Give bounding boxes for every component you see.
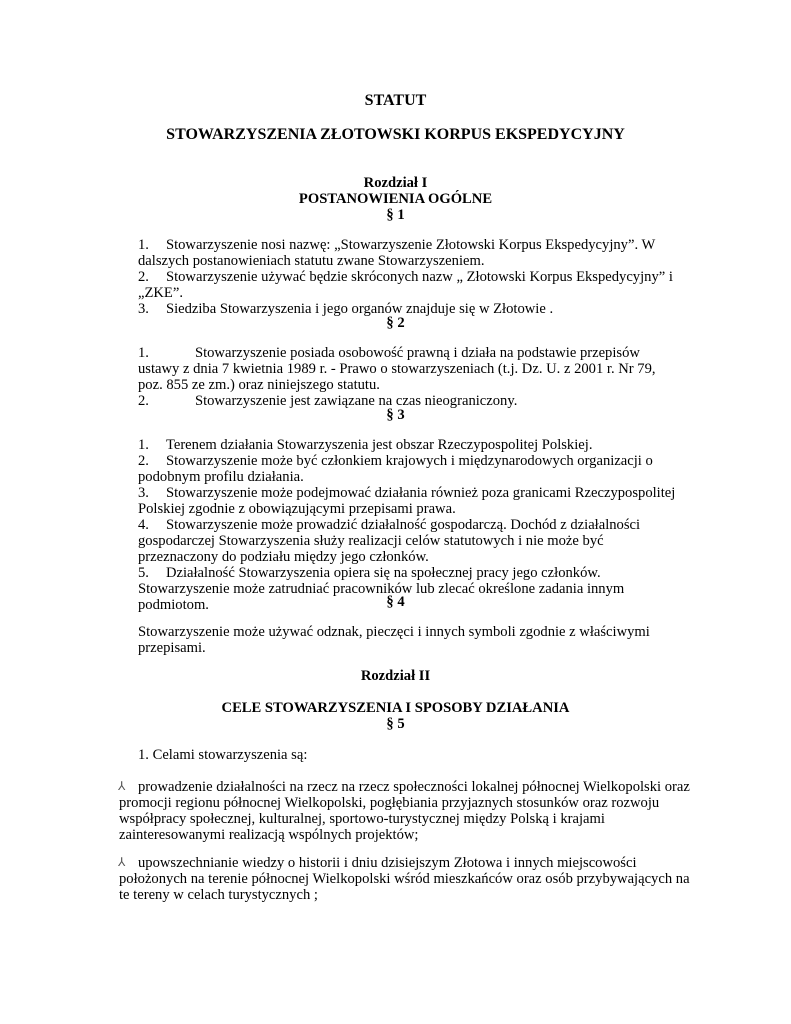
- document-title: STATUT: [364, 92, 427, 109]
- section-3-text: [138, 437, 678, 613]
- section-1-text: [138, 237, 678, 317]
- chapter-1-name: POSTANOWIENIA OGÓLNE: [298, 191, 493, 207]
- item-number: 1.: [138, 237, 149, 253]
- chapter-1-label: Rozdział I: [363, 175, 428, 191]
- section-3-mark: § 3: [386, 407, 405, 423]
- item-number: 2.: [138, 453, 149, 469]
- bullet-arrow-icon: ⅄: [118, 779, 126, 793]
- section-3-item: [138, 485, 678, 517]
- item-number: 5.: [138, 565, 149, 581]
- section-3-item: [138, 453, 678, 485]
- item-text: Stowarzyszenie może prowadzić działalność gospodarczą. Dochód z działalności gospodarczej Stowarzyszenia służy realizacji celów statutowych i nie może być przeznaczony do podziału między jego członków.: [138, 517, 641, 565]
- item-number: 2.: [138, 269, 149, 285]
- section-4-text: Stowarzyszenie może używać odznak, pieczęci i innych symboli zgodnie z właściwymi przepisami.: [138, 624, 650, 656]
- section-2-text: [138, 345, 678, 409]
- section-5-intro: 1. Celami stowarzyszenia są:: [138, 747, 308, 763]
- item-number: 3.: [138, 301, 149, 317]
- item-text: Stowarzyszenie może być członkiem krajowych i międzynarodowych organizacji o podobnym profilu działania.: [138, 453, 653, 485]
- item-text: Stowarzyszenie posiada osobowość prawną i działa na podstawie przepisów ustawy z dnia 7 kwietnia 1989 r. - Prawo o stowarzyszeniach (t.j. Dz. U. z 2001 r. Nr 79, poz. 855 ze zm.) oraz niniejszego statutu.: [138, 345, 656, 393]
- item-text: Terenem działania Stowarzyszenia jest obszar Rzeczypospolitej Polskiej.: [165, 437, 593, 453]
- item-text: Stowarzyszenie może podejmować działania również poza granicami Rzeczypospolitej Polskiej zgodnie z obowiązującymi przepisami prawa.: [138, 485, 676, 517]
- section-4-mark: § 4: [386, 594, 405, 610]
- section-3-item: [138, 517, 678, 565]
- section-1-mark: § 1: [386, 207, 405, 223]
- chapter-2-label: Rozdział II: [360, 668, 431, 684]
- item-text: Stowarzyszenie jest zawiązane na czas nieograniczony.: [194, 393, 518, 409]
- chapter-2-name: CELE STOWARZYSZENIA I SPOSOBY DZIAŁANIA: [221, 700, 570, 716]
- item-number: 4.: [138, 517, 149, 533]
- goal-item: upowszechnianie wiedzy o historii i dniu dzisiejszym Złotowa i innych miejscowości położonych na terenie północnej Wielkopolski wśród mieszkańców oraz osób przybywających na te tereny w celach turystycznych ;: [119, 855, 690, 903]
- item-text: Stowarzyszenie nosi nazwę: „Stowarzyszenie Złotowski Korpus Ekspedycyjny”. W dalszych postanowieniach statutu zwane Stowarzyszeniem.: [138, 237, 655, 269]
- item-text: Działalność Stowarzyszenia opiera się na społecznej pracy jego członków. Stowarzyszenie może zatrudniać pracowników lub zlecać określone zadania innym podmiotom.: [138, 565, 625, 613]
- item-number: 1.: [138, 345, 149, 361]
- item-number: 1.: [138, 437, 149, 453]
- section-3-item: [138, 437, 678, 453]
- section-5-mark: § 5: [386, 716, 405, 732]
- section-1-item: [138, 237, 678, 269]
- section-1-item: [138, 269, 678, 301]
- section-2-item: [138, 345, 678, 393]
- section-2-mark: § 2: [386, 315, 405, 331]
- goal-item: prowadzenie działalności na rzecz na rzecz społeczności lokalnej północnej Wielkopolski oraz promocji regionu północnej Wielkopolski, pogłębiania przyjaznych stosunków oraz rozwoju współpracy społecznej, kulturalnej, sportowo-turystycznej między Polską i krajami zainteresowanymi realizacją wspólnych projektów;: [119, 779, 690, 843]
- item-text: Stowarzyszenie używać będzie skróconych nazw „ Złotowski Korpus Ekspedycyjny” i „ZKE”.: [138, 269, 673, 301]
- bullet-arrow-icon: ⅄: [118, 855, 126, 869]
- document-subtitle: STOWARZYSZENIA ZŁOTOWSKI KORPUS EKSPEDYCYJNY: [166, 126, 625, 143]
- item-number: 2.: [138, 393, 149, 409]
- item-text: Siedziba Stowarzyszenia i jego organów znajduje się w Złotowie .: [165, 301, 554, 317]
- item-number: 3.: [138, 485, 149, 501]
